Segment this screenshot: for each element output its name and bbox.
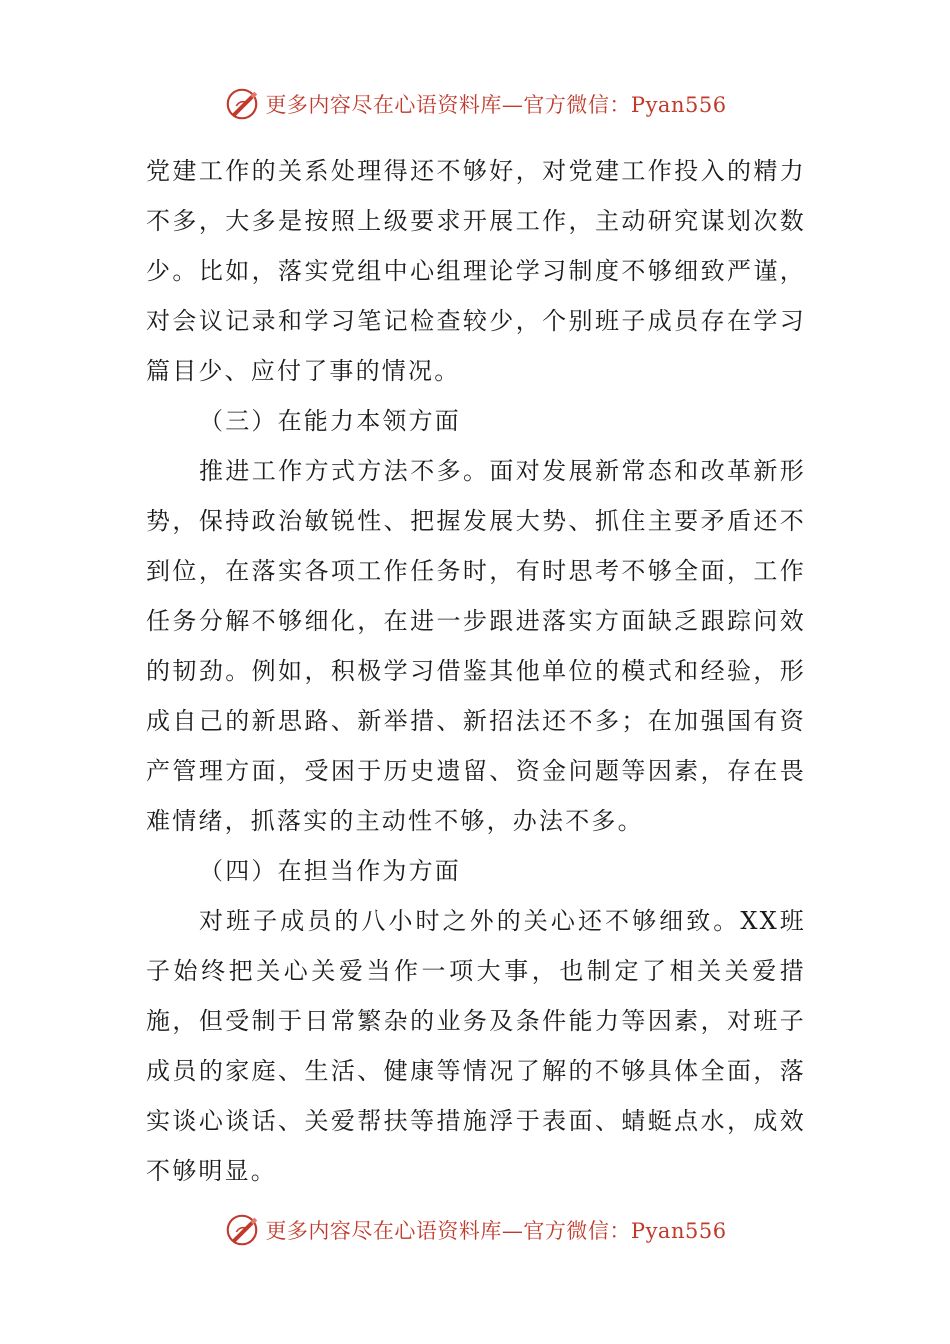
watermark-text: 更多内容尽在心语资料库—官方微信：Pyan556 bbox=[265, 93, 727, 117]
paragraph: 对班子成员的八小时之外的关心还不够细致。XX班子始终把关心关爱当作一项大事，也制定了相关关爱措施，但受制于日常繁杂的业务及条件能力等因素，对班子成员的家庭、生活、健康等情况了解的不够具体全面，落实谈心谈话、关爱帮扶等措施浮于表面、蜻蜓点水，成效不够明显。 bbox=[146, 907, 806, 1185]
watermark-text: 更多内容尽在心语资料库—官方微信：Pyan556 bbox=[265, 1219, 727, 1243]
watermark-header bbox=[0, 84, 950, 124]
paragraph: 推进工作方式方法不多。面对发展新常态和改革新形势，保持政治敏锐性、把握发展大势、抓住主要矛盾还不到位，在落实各项工作任务时，有时思考不够全面，工作任务分解不够细化，在进一步跟进落实方面缺乏跟踪问效的韧劲。例如，积极学习借鉴其他单位的模式和经验，形成自己的新思路、新举措、新招法还不多；在加强国有资产管理方面，受困于历史遗留、资金问题等因素，存在畏难情绪，抓落实的主动性不够，办法不多。 bbox=[146, 457, 806, 835]
pen-logo-icon bbox=[223, 85, 261, 123]
watermark-footer bbox=[0, 1210, 950, 1250]
section-heading: （四）在担当作为方面 bbox=[199, 857, 461, 885]
section-heading: （三）在能力本领方面 bbox=[199, 407, 461, 435]
document-body bbox=[146, 146, 806, 1196]
pen-logo-icon bbox=[223, 1211, 261, 1249]
paragraph: 党建工作的关系处理得还不够好，对党建工作投入的精力不多，大多是按照上级要求开展工作，主动研究谋划次数少。比如，落实党组中心组理论学习制度不够细致严谨，对会议记录和学习笔记检查较少，个别班子成员存在学习篇目少、应付了事的情况。 bbox=[146, 157, 806, 385]
